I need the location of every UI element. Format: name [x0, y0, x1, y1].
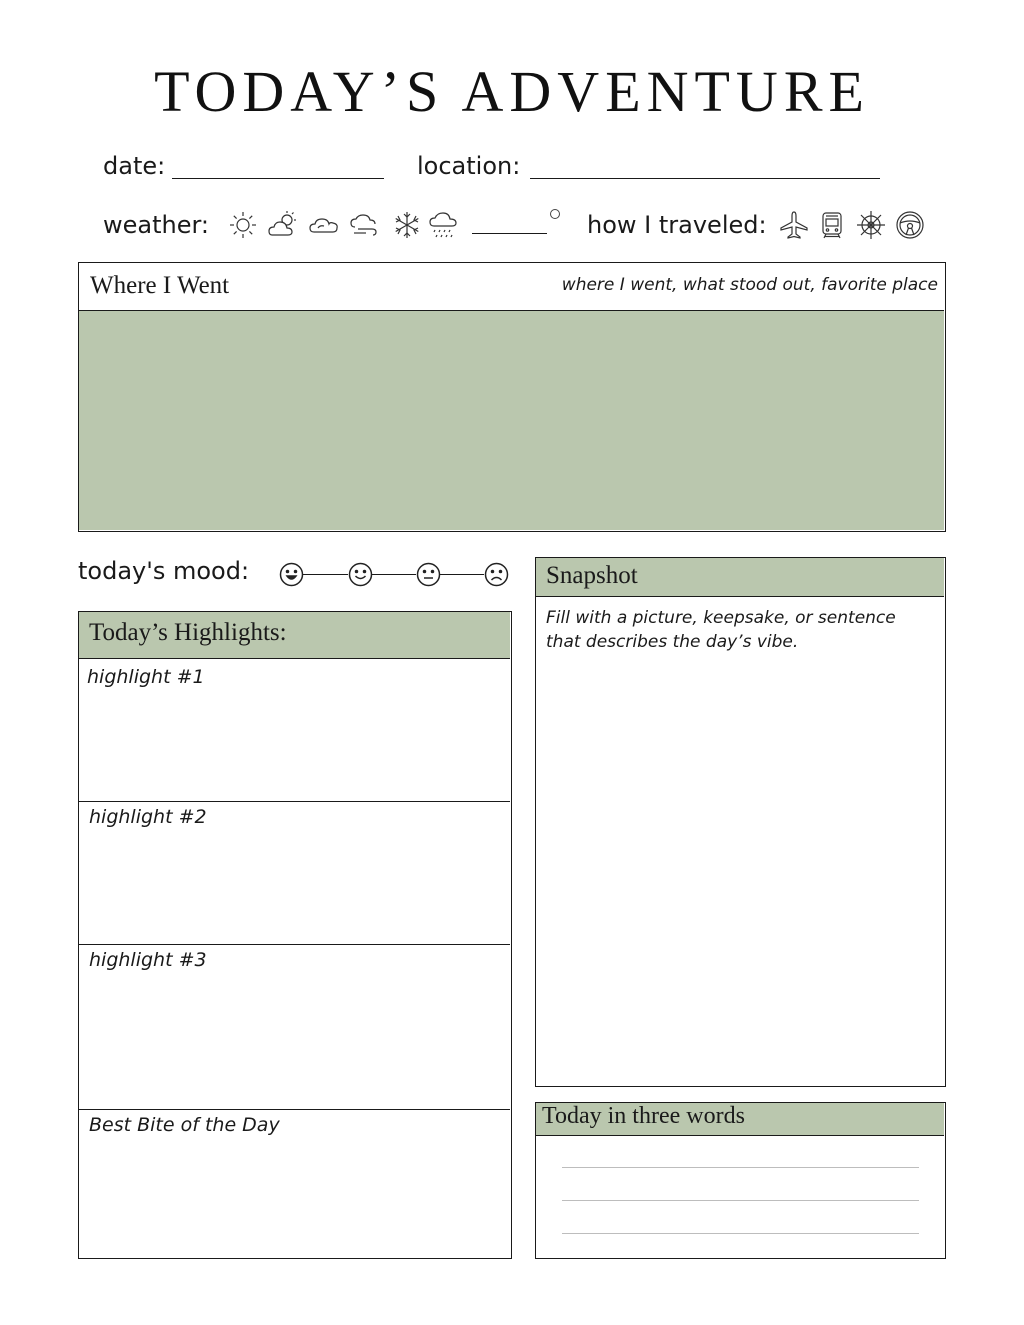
divider — [79, 658, 510, 659]
travel-label: how I traveled: — [587, 211, 767, 239]
divider — [79, 801, 510, 802]
sun-cloud-icon[interactable] — [267, 210, 297, 240]
divider — [536, 1135, 944, 1136]
snapshot-hint: Fill with a picture, keepsake, or sentence that describes the day’s vibe. — [546, 608, 896, 652]
divider — [536, 596, 944, 597]
best-bite-label: Best Bite of the Day — [89, 1114, 280, 1136]
location-field[interactable] — [530, 178, 880, 179]
where-i-went-heading: Where I Went — [90, 272, 230, 299]
mood-scale-line — [372, 574, 416, 575]
degree-icon — [550, 209, 560, 219]
airplane-icon[interactable] — [779, 210, 809, 240]
wind-cloud-icon[interactable] — [350, 210, 380, 240]
happy-face-icon[interactable] — [279, 562, 304, 587]
highlights-section — [78, 611, 512, 1259]
highlight-1-writing-area[interactable] — [79, 660, 510, 800]
sun-icon[interactable] — [228, 210, 258, 240]
sad-face-icon[interactable] — [484, 562, 509, 587]
highlight-3-label: highlight #3 — [89, 949, 207, 971]
where-i-went-writing-area[interactable] — [79, 310, 944, 530]
mood-label: today's mood: — [78, 557, 250, 585]
snapshot-area[interactable] — [536, 598, 944, 1085]
divider — [79, 1109, 510, 1110]
rain-cloud-icon[interactable] — [429, 210, 459, 240]
date-field[interactable] — [172, 178, 384, 179]
mood-scale-line — [440, 574, 484, 575]
smile-face-icon[interactable] — [348, 562, 373, 587]
train-icon[interactable] — [817, 210, 847, 240]
highlight-2-label: highlight #2 — [89, 806, 207, 828]
mood-scale-line — [303, 574, 348, 575]
temperature-field[interactable] — [472, 233, 547, 234]
highlight-2-writing-area[interactable] — [79, 803, 510, 943]
highlight-1-label: highlight #1 — [87, 666, 205, 688]
cloud-icon[interactable] — [309, 210, 339, 240]
page-title: TODAY’S ADVENTURE — [154, 59, 870, 124]
three-words-heading: Today in three words — [542, 1103, 745, 1129]
neutral-face-icon[interactable] — [416, 562, 441, 587]
snowflake-icon[interactable] — [392, 210, 422, 240]
word-line-2[interactable] — [562, 1200, 919, 1201]
weather-label: weather: — [103, 211, 210, 239]
word-line-3[interactable] — [562, 1233, 919, 1234]
snapshot-section — [535, 557, 946, 1087]
word-line-1[interactable] — [562, 1167, 919, 1168]
steering-wheel-icon[interactable] — [895, 210, 925, 240]
location-label: location: — [417, 152, 521, 180]
highlight-3-writing-area[interactable] — [79, 946, 510, 1108]
where-i-went-hint: where I went, what stood out, favorite place — [561, 275, 938, 295]
date-label: date: — [103, 152, 166, 180]
snapshot-heading: Snapshot — [546, 562, 638, 589]
highlights-heading: Today’s Highlights: — [89, 619, 287, 646]
where-i-went-section — [78, 262, 946, 532]
divider — [79, 944, 510, 945]
ship-wheel-icon[interactable] — [856, 210, 886, 240]
best-bite-writing-area[interactable] — [79, 1111, 510, 1257]
three-words-section — [535, 1102, 946, 1259]
